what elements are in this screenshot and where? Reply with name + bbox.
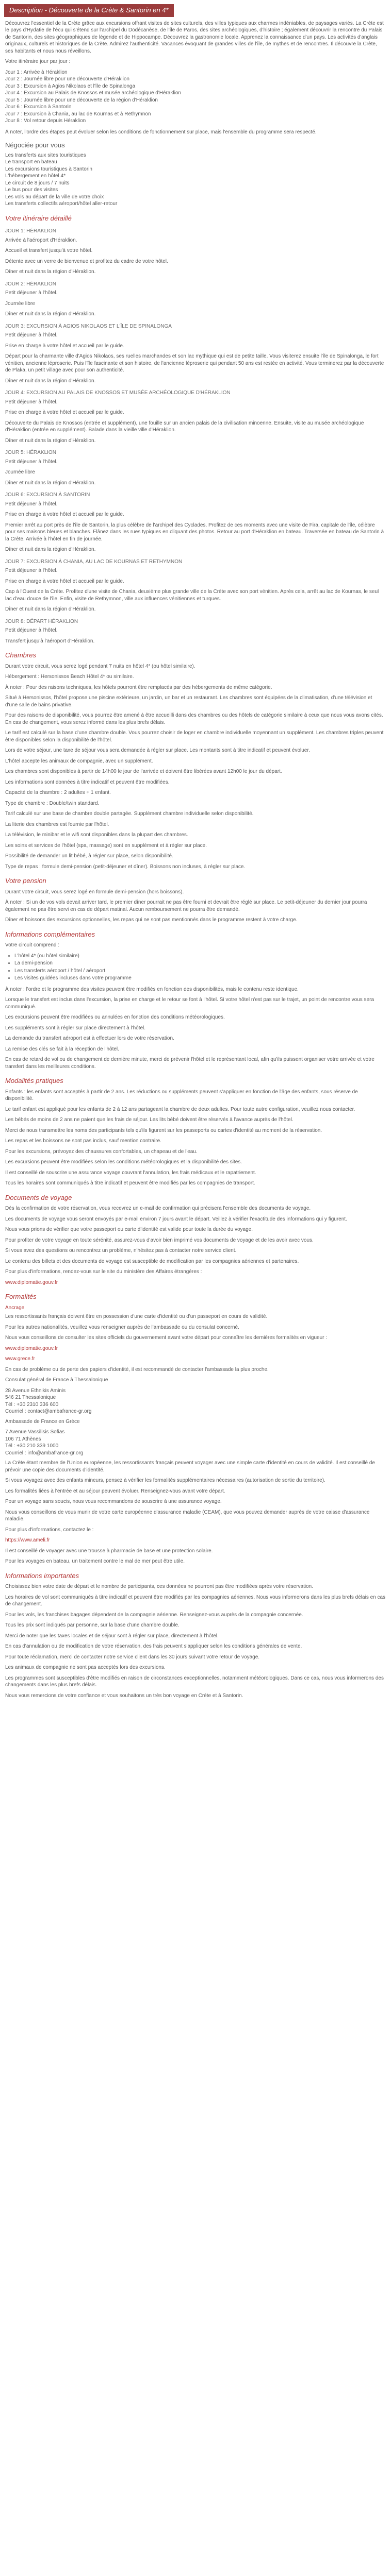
- embassy-title: Ambassade de France en Grèce: [5, 1418, 80, 1425]
- page-title: Description - Découverte de la Crète & Santorin en 4*: [4, 4, 174, 17]
- formalities-paragraph: Pour les voyages en bateau, un traitement contre le mal de mer peut être utile.: [5, 1558, 185, 1565]
- address-line: Tél : +30 210 339 1000: [5, 1443, 59, 1449]
- includes-item: • Les visites guidées incluses dans votre programme: [14, 975, 386, 982]
- terms-paragraph: Les excursions peuvent être modifiées selon les conditions météorologiques et la disponibilité des sites.: [5, 1159, 242, 1165]
- day-extra: Journée libre: [5, 469, 35, 476]
- day-extra: Journée libre: [5, 300, 35, 307]
- day-title: JOUR 2: HÉRAKLION: [5, 281, 56, 287]
- formalities-paragraph: Nous vous conseillons de vous munir de votre carte européenne d'assurance maladie (CEAM), que vous pouvez demander auprès de votre caisse d'assurance maladie.: [5, 1509, 370, 1522]
- main-content: [0, 20, 391, 1700]
- info-paragraph: Les suppléments sont à régler sur place directement à l'hôtel.: [5, 1025, 146, 1031]
- day-title: JOUR 8: DÉPART HÉRAKLION: [5, 618, 78, 624]
- rooms-paragraph: Tarif calculé sur une base de chambre double partagée. Supplément chambre individuelle selon disponibilité.: [5, 811, 254, 817]
- important-paragraph: Les animaux de compagnie ne sont pas acceptés lors des excursions.: [5, 1665, 166, 1671]
- highlight-item: Le bus pour des visites: [5, 187, 58, 193]
- itinerary-intro-label: Votre itinéraire jour par jour :: [5, 59, 71, 65]
- highlight-item: Le transport en bateau: [5, 159, 57, 165]
- itinerary-day: [5, 558, 386, 613]
- highlight-item: L'hébergement en hôtel 4*: [5, 173, 66, 179]
- day-title: JOUR 5: HÉRAKLION: [5, 450, 56, 456]
- embassy-address: [5, 1429, 386, 1456]
- formalities-paragraph: Les formalités liées à l'entrée et au séjour peuvent évoluer. Renseignez-vous avant votre départ.: [5, 1488, 225, 1494]
- day-extra-detail: Départ pour la charmante ville d'Agios Nikolaos, ses ruelles marchandes et son lac mythique qui est de petite taille. Vous visiterez ensuite l'île de Spinalonga, le fort vénitien, ancienne léproserie. Puis l'île fascinante et son histoire, de l'ancienne léproserie qui pendant 50 ans est restée en activité. Vous terminerez par la découverte de Plaka, un petit village avec pour son authenticité.: [5, 353, 384, 374]
- documents-paragraph: Nous vous prions de vérifier que votre passeport ou carte d'identité est valide pour toute la durée du voyage.: [5, 1227, 253, 1233]
- itinerary-day: [5, 618, 386, 645]
- rooms-paragraph: Situé à Hersonissos, l'hôtel propose une piscine extérieure, un jardin, un bar et un restaurant. Les chambres sont équipées de la climatisation, d'une télévision et d'une salle de bains privative.: [5, 695, 372, 708]
- rooms-paragraph: Type de chambre : Double/twin standard.: [5, 800, 100, 806]
- day-summary-item: Jour 8 : Vol retour depuis Héraklion: [5, 118, 86, 124]
- terms-paragraph: Enfants : les enfants sont acceptés à partir de 2 ans. Les réductions ou suppléments peuvent s'appliquer en fonction de l'âge des enfants, sous réserve de disponibilité.: [5, 1089, 358, 1102]
- intro-note: À noter, l'ordre des étapes peut évoluer selon les conditions de fonctionnement sur place, mais l'ensemble du programme sera respecté.: [5, 129, 317, 135]
- rooms-paragraph: L'hôtel accepte les animaux de compagnie, avec un supplément.: [5, 758, 153, 764]
- important-paragraph: Les horaires de vol sont communiqués à titre indicatif et peuvent être modifiés par les compagnies aériennes. Nous vous informerons dans les plus brefs délais en cas de changement.: [5, 1594, 386, 1607]
- info-paragraph: La demande du transfert aéroport est à effectuer lors de votre réservation.: [5, 1036, 174, 1042]
- address-line: Courriel : info@ambafrance-gr.org: [5, 1450, 84, 1456]
- documents-paragraph: Les documents de voyage vous seront envoyés par e-mail environ 7 jours avant le départ. Veillez à vérifier l'exactitude des informations qui y figurent.: [5, 1216, 347, 1222]
- documents-heading: Documents de voyage: [5, 1193, 72, 1201]
- formalities-paragraph: Nous vous conseillons de consulter les sites officiels du gouvernement avant votre départ pour connaître les dernières formalités en vigueur :: [5, 1335, 328, 1341]
- itinerary-day: [5, 492, 386, 553]
- includes-item: • La demi-pension: [14, 960, 386, 967]
- day-meal: Dîner et nuit dans la région d'Héraklion.: [5, 606, 96, 613]
- terms-paragraph: Merci de nous transmettre les noms des participants tels qu'ils figurent sur les passeports ou cartes d'identité au moment de la réservation.: [5, 1127, 322, 1133]
- important-paragraph: Tous les prix sont indiqués par personne, sur la base d'une chambre double.: [5, 1622, 180, 1629]
- documents-paragraph: Dès la confirmation de votre réservation, vous recevrez un e-mail de confirmation qui précisera l'ensemble des documents de voyage.: [5, 1206, 311, 1212]
- formalities-subheading: Ancrage: [5, 1304, 25, 1311]
- info-paragraph: En cas de retard de vol ou de changement de dernière minute, merci de prévenir l'hôtel et le représentant local, afin qu'ils puissent organiser votre arrivée et votre transfert dans les meilleures conditions.: [5, 1057, 374, 1070]
- important-heading: Informations importantes: [5, 1571, 79, 1580]
- day-body: Petit déjeuner à l'hôtel.: [5, 568, 58, 574]
- rooms-paragraph: La literie des chambres est fournie par l'hôtel.: [5, 821, 109, 827]
- address-line: Courriel : contact@ambafrance-gr.org: [5, 1409, 92, 1415]
- hotel-label: Hébergement : Hersonissos Beach Hôtel 4* ou similaire.: [5, 674, 134, 680]
- rooms-paragraph: Pour des raisons de disponibilité, vous pourrez être amené à être accueilli dans des chambres ou des hôtels de catégorie similaire à ceux que nous vous avons cités. En cas de changement, vous serez informé dans les plus brefs délais.: [5, 713, 383, 725]
- rooms-paragraph: Type de repas : formule demi-pension (petit-déjeuner et dîner). Boissons non incluses, à régler sur place.: [5, 863, 246, 870]
- terms-paragraph: Il est conseillé de souscrire une assurance voyage couvrant l'annulation, les frais médicaux et le rapatriement.: [5, 1170, 256, 1176]
- day-title: JOUR 3: EXCURSION À AGIOS NIKOLAOS ET L'ÎLE DE SPINALONGA: [5, 323, 172, 329]
- info-paragraph: Votre circuit comprend :: [5, 942, 60, 948]
- itinerary-day: [5, 323, 386, 385]
- formalities-paragraph: Pour plus d'informations, contactez le :: [5, 1527, 94, 1533]
- itinerary-day: [5, 449, 386, 486]
- rooms-paragraph: Durant votre circuit, vous serez logé pendant 7 nuits en hôtel 4* (ou hôtel similaire).: [5, 663, 196, 669]
- info-paragraph: La remise des clés se fait à la réception de l'hôtel.: [5, 1046, 119, 1052]
- address-line: Tél : +30 2310 336 600: [5, 1401, 59, 1408]
- info-paragraph: Lorsque le transfert est inclus dans l'excursion, la prise en charge et le retour se font à l'hôtel. Si votre hôtel n'est pas sur le trajet, un point de rencontre vous sera communiqué.: [5, 997, 374, 1010]
- day-body: Petit déjeuner à l'hôtel.: [5, 628, 58, 634]
- address-line: 28 Avenue Ethnikis Aminis: [5, 1387, 66, 1394]
- rooms-paragraph: Capacité de la chambre : 2 adultes + 1 enfant.: [5, 790, 111, 796]
- rooms-paragraph: Les chambres sont disponibles à partir de 14h00 le jour de l'arrivée et doivent être libérées avant 12h00 le jour du départ.: [5, 769, 282, 775]
- itinerary-heading: Votre itinéraire détaillé: [5, 214, 72, 222]
- day-summary-item: Jour 5 : Journée libre pour une découverte de la région d'Héraklion: [5, 97, 158, 103]
- terms-paragraph: Tous les horaires sont communiqués à titre indicatif et peuvent être modifiés par les compagnies de transport.: [5, 1180, 255, 1187]
- documents-paragraph: Le contenu des billets et des documents de voyage est susceptible de modification par les compagnies aériennes et partenaires.: [5, 1258, 299, 1264]
- info-paragraph: À noter : l'ordre et le programme des visites peuvent être modifiés en fonction des disponibilités, mais le contenu reste identique.: [5, 986, 299, 992]
- important-paragraph: Nous vous remercions de votre confiance et vous souhaitons un très bon voyage en Crète et à Santorin.: [5, 1692, 243, 1699]
- highlights-list: [5, 152, 386, 208]
- meals-paragraph: À noter : Si un de vos vols devait arriver tard, le premier dîner pourrait ne pas être fourni et devrait être réglé sur place. Le petit-déjeuner du dernier jour pourra également ne pas être servi en cas de départ matinal. Aucun remboursement ne pourra être demandé.: [5, 900, 367, 912]
- address-line: 106 71 Athènes: [5, 1436, 41, 1442]
- important-paragraph: Choisissez bien votre date de départ et le nombre de participants, ces données ne pourront pas être modifiées après votre réservation.: [5, 1584, 314, 1590]
- includes-item: • Les transferts aéroport / hôtel / aéroport: [14, 968, 386, 975]
- important-paragraph: En cas d'annulation ou de modification de votre réservation, des frais peuvent s'appliquer selon les conditions générales de vente.: [5, 1643, 302, 1650]
- meals-paragraph: Dîner et boissons des excursions optionnelles, les repas qui ne sont pas mentionnés dans le programme restent à votre charge.: [5, 917, 298, 923]
- day-extra-detail: Découverte du Palais de Knossos (entrée et supplément), une fouille sur un ancien palais de la civilisation minoenne. Ensuite, visite au musée archéologique d'Héraklion (entrée en supplément). Balade dans la vieille ville d'Héraklion.: [5, 420, 364, 433]
- highlight-item: Les vols au départ de la ville de votre choix: [5, 194, 104, 200]
- day-extra: Prise en charge à votre hôtel et accueil par le guide.: [5, 578, 124, 584]
- rooms-paragraph: À noter : Pour des raisons techniques, les hôtels pourront être remplacés par des hébergements de même catégorie.: [5, 684, 272, 690]
- day-body: Petit déjeuner à l'hôtel.: [5, 501, 58, 507]
- formalities-paragraph: Pour un voyage sans soucis, nous vous recommandons de souscrire à une assurance voyage.: [5, 1499, 222, 1505]
- day-extra: Prise en charge à votre hôtel et accueil par le guide.: [5, 512, 124, 518]
- day-extra: Prise en charge à votre hôtel et accueil par le guide.: [5, 410, 124, 416]
- diplomatie-link[interactable]: www.diplomatie.gouv.fr: [5, 1345, 58, 1351]
- highlights-heading: Négociée pour vous: [5, 141, 65, 149]
- formalities-paragraph: Si vous voyagez avec des enfants mineurs, pensez à vérifier les formalités supplémentaires nécessaires (autorisation de sortie du territoire).: [5, 1478, 325, 1484]
- day-extra-detail: Premier arrêt au port près de l'île de Santorin, la plus célèbre de l'archipel des Cyclades. Profitez de ces moments avec une visite de Fira, capitale de l'île, célèbre pour ses maisons bleues et blanches. Flânez dans les rues typiques en cliquant des photos. Retour au port d'Héraklion en bateau. Traversée en bateau de Santorin à la Crète. Arrivée à l'hôtel en fin de journée.: [5, 522, 384, 542]
- terms-heading: Modalités pratiques: [5, 1077, 63, 1085]
- important-paragraph: Les programmes sont susceptibles d'être modifiés en raison de circonstances exceptionnelles, notamment météorologiques. Dans ce cas, nous vous informerons des changements dans les plus brefs délais.: [5, 1675, 384, 1688]
- itinerary-day: [5, 281, 386, 318]
- itinerary-day: [5, 389, 386, 444]
- documents-paragraph: Si vous avez des questions ou rencontrez un problème, n'hésitez pas à contacter notre service client.: [5, 1248, 237, 1254]
- grece-link[interactable]: www.grece.fr: [5, 1356, 35, 1362]
- terms-paragraph: Les bébés de moins de 2 ans ne paient que les frais de séjour. Les lits bébé doivent être réservés à l'avance auprès de l'hôtel.: [5, 1117, 294, 1123]
- day-title: JOUR 4: EXCURSION AU PALAIS DE KNOSSOS ET MUSÉE ARCHÉOLOGIQUE D'HÉRAKLION: [5, 390, 231, 396]
- day-body: Petit déjeuner à l'hôtel.: [5, 290, 58, 296]
- day-extra: Prise en charge à votre hôtel et accueil par le guide.: [5, 343, 124, 349]
- day-meal: Dîner et nuit dans la région d'Héraklion.: [5, 269, 96, 275]
- day-summary-item: Jour 1 : Arrivée à Héraklion: [5, 69, 68, 75]
- consulate-address: [5, 1387, 386, 1415]
- formalities-paragraph: La Crète étant membre de l'Union européenne, les ressortissants français peuvent voyager avec une simple carte d'identité en cours de validité. Il est conseillé de prévoir une copie des documents d'identité.: [5, 1460, 375, 1473]
- important-paragraph: Pour les vols, les franchises bagages dépendent de la compagnie aérienne. Renseignez-vous auprès de la compagnie concernée.: [5, 1612, 303, 1618]
- rooms-paragraph: Lors de votre séjour, une taxe de séjour vous sera demandée à régler sur place. Les montants sont à titre indicatif et peuvent évoluer.: [5, 748, 310, 754]
- day-summary-item: Jour 4 : Excursion au Palais de Knossos et musée archéologique d'Héraklion: [5, 90, 181, 96]
- info-paragraph: Les excursions peuvent être modifiées ou annulées en fonction des conditions météorologiques.: [5, 1014, 225, 1021]
- formalities-paragraph: Il est conseillé de voyager avec une trousse à pharmacie de base et une protection solaire.: [5, 1548, 213, 1554]
- meals-heading: Votre pension: [5, 877, 46, 885]
- rooms-paragraph: Possibilité de demander un lit bébé, à régler sur place, selon disponibilité.: [5, 853, 173, 859]
- terms-paragraph: Pour les excursions, prévoyez des chaussures confortables, un chapeau et de l'eau.: [5, 1148, 198, 1155]
- address-line: 7 Avenue Vassilisis Sofias: [5, 1429, 65, 1435]
- day-title: JOUR 7: EXCURSION À CHANIA, AU LAC DE KOURNAS ET RETHYMNON: [5, 558, 183, 565]
- day-title: JOUR 6: EXCURSION À SANTORIN: [5, 492, 90, 498]
- day-summary-list: [5, 69, 386, 125]
- day-extra-detail: Détente avec un verre de bienvenue et profitez du cadre de votre hôtel.: [5, 258, 168, 264]
- day-extra: Transfert jusqu'à l'aéroport d'Héraklion.: [5, 638, 95, 644]
- highlight-item: Les excursions touristiques à Santorin: [5, 166, 92, 172]
- day-meal: Dîner et nuit dans la région d'Héraklion.: [5, 311, 96, 317]
- day-body: Petit déjeuner à l'hôtel.: [5, 399, 58, 405]
- meals-paragraph: Durant votre circuit, vous serez logé en formule demi-pension (hors boissons).: [5, 889, 184, 895]
- day-summary-item: Jour 2 : Journée libre pour une découverte d'Héraklion: [5, 76, 129, 82]
- day-meal: Dîner et nuit dans la région d'Héraklion.: [5, 378, 96, 384]
- formalities-paragraph: En cas de problème ou de perte des papiers d'identité, il est recommandé de contacter l'ambassade la plus proche.: [5, 1366, 269, 1372]
- day-extra-detail: Cap à l'Ouest de la Crète. Profitez d'une visite de Chania, deuxième plus grande ville de la Crète avec son port vénitien. Après cela, arrêt au lac de Kournas, le seul lac d'eau douce de l'île. Enfin, visite de Rethymnon, ville aux influences vénitiennes et turques.: [5, 589, 379, 602]
- includes-list: [14, 953, 386, 982]
- itinerary-day: [5, 228, 386, 276]
- important-paragraph: Merci de noter que les taxes locales et de séjour sont à régler sur place, directement à l'hôtel.: [5, 1633, 219, 1639]
- terms-paragraph: Le tarif enfant est appliqué pour les enfants de 2 à 12 ans partageant la chambre de deux adultes. Pour toute autre configuration, veuillez nous contacter.: [5, 1106, 355, 1112]
- formalities-paragraph: Pour les autres nationalités, veuillez vous renseigner auprès de l'ambassade ou du consulat concerné.: [5, 1324, 239, 1330]
- day-meal: Dîner et nuit dans la région d'Héraklion.: [5, 437, 96, 444]
- highlight-item: Le circuit de 8 jours / 7 nuits: [5, 180, 70, 186]
- address-line: 546 21 Thessalonique: [5, 1395, 56, 1401]
- highlight-item: Les transferts collectifs aéroport/hôtel aller-retour: [5, 201, 118, 207]
- day-title: JOUR 1: HÉRAKLION: [5, 228, 56, 234]
- day-body: Petit déjeuner à l'hôtel.: [5, 459, 58, 465]
- documents-paragraph: Pour plus d'informations, rendez-vous sur le site du ministère des Affaires étrangères :: [5, 1269, 202, 1275]
- includes-item: • L'hôtel 4* (ou hôtel similaire): [14, 953, 386, 960]
- rooms-paragraph: Les informations sont données à titre indicatif et peuvent être modifiées.: [5, 779, 170, 785]
- formalities-heading: Formalités: [5, 1293, 37, 1301]
- info-heading: Informations complémentaires: [5, 930, 95, 938]
- rooms-heading: Chambres: [5, 651, 36, 659]
- rooms-paragraph: Les soins et services de l'hôtel (spa, massage) sont en supplément et à régler sur place.: [5, 842, 207, 849]
- rooms-paragraph: Le tarif est calculé sur la base d'une chambre double. Vous pourrez choisir de loger en chambre individuelle moyennant un supplément. Les chambres triples peuvent être disponibles selon la disponibilité de l'hôtel.: [5, 730, 384, 743]
- important-paragraph: Pour toute réclamation, merci de contacter notre service client dans les 30 jours suivant votre retour de voyage.: [5, 1654, 260, 1660]
- intro-paragraph: Découvrez l'essentiel de la Crète grâce aux excursions offrant visites de sites culturels, des villes typiques aux charmes indéniables, de paysages variés. La Crète est le pays d'Hydatie de l'écu qui s'étend sur l'archipel du Dodécanèse, de l'île de Paros, des sites archéologiques, d'histoire ; également découvrir la rencontre du Palais de Santorin, des sites géographiques de légende et de Hippocampe. Découvrez la gastronomie locale. Apprenez la connaissance d'un pays. Les activités d'anglais originaux, culturels et historiques de la Crète. Admirez l'authenticité. Vacances évoquant de grandes villes de l'île, de mythes et de rencontres. Il découvre la Crète, ses habitants et nous nous réveillons.: [5, 20, 384, 54]
- day-body: Arrivée à l'aéroport d'Héraklion.: [5, 237, 77, 243]
- day-summary-item: Jour 6 : Excursion à Santorin: [5, 104, 72, 110]
- day-meal: Dîner et nuit dans la région d'Héraklion.: [5, 480, 96, 486]
- rooms-paragraph: La télévision, le minibar et le wifi sont disponibles dans la plupart des chambres.: [5, 832, 188, 838]
- consulate-title: Consulat général de France à Thessalonique: [5, 1377, 108, 1383]
- day-extra: Accueil et transfert jusqu'à votre hôtel.: [5, 248, 93, 254]
- formalities-paragraph: Les ressortissants français doivent être en possession d'une carte d'identité ou d'un passeport en cours de validité.: [5, 1314, 268, 1320]
- day-meal: Dîner et nuit dans la région d'Héraklion.: [5, 547, 96, 553]
- terms-paragraph: Les repas et les boissons ne sont pas inclus, sauf mention contraire.: [5, 1138, 161, 1144]
- day-body: Petit déjeuner à l'hôtel.: [5, 332, 58, 338]
- documents-paragraph: Pour profiter de votre voyage en toute sérénité, assurez-vous d'avoir bien imprimé vos documents de voyage et de les avoir avec vous.: [5, 1237, 314, 1243]
- ameli-link[interactable]: https://www.ameli.fr: [5, 1537, 50, 1544]
- diplomatie-link[interactable]: www.diplomatie.gouv.fr: [5, 1279, 58, 1285]
- day-summary-item: Jour 7 : Excursion à Chania, au lac de Kournas et à Rethymnon: [5, 111, 151, 117]
- day-summary-item: Jour 3 : Excursion à Agios Nikolaos et l'île de Spinalonga: [5, 83, 136, 89]
- highlight-item: Les transferts aux sites touristiques: [5, 152, 86, 158]
